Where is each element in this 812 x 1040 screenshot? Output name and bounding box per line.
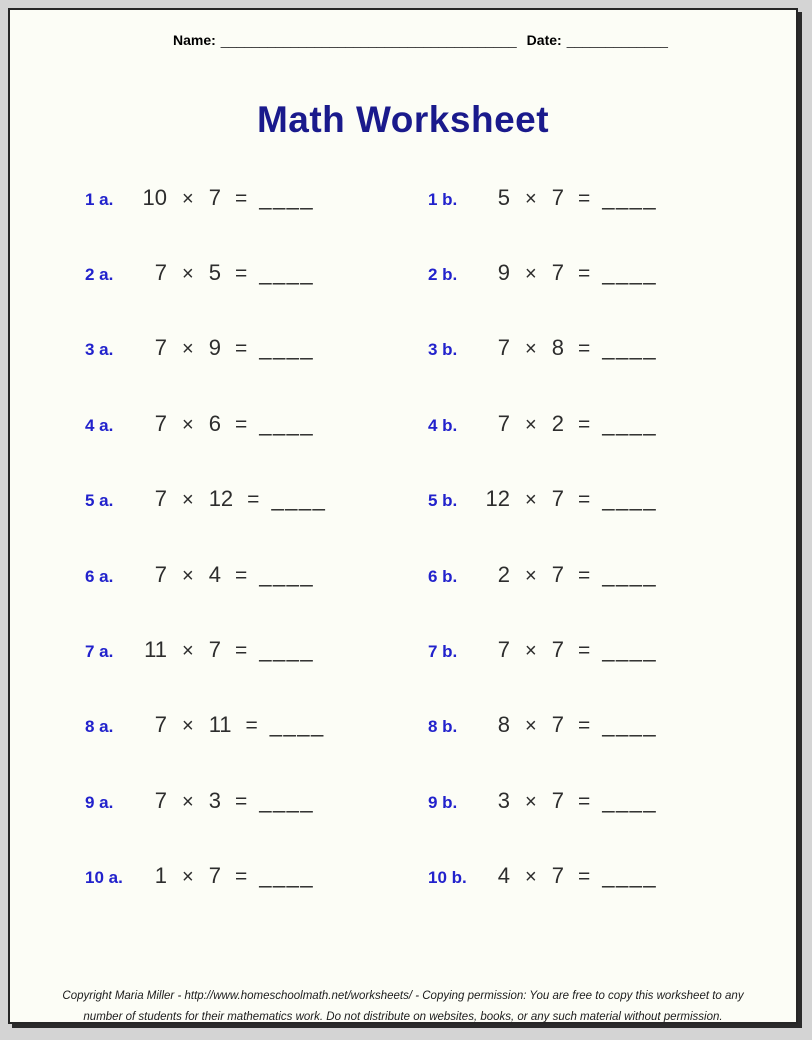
multiplication-sign: × — [182, 489, 194, 512]
factor-1: 10 — [142, 184, 167, 210]
answer-blank: ____ — [259, 561, 315, 587]
factor-2: 7 — [208, 637, 221, 663]
multiplication-sign: × — [525, 489, 537, 512]
multiplication-sign: × — [182, 564, 194, 587]
factor-1: 7 — [154, 335, 167, 361]
equals-sign: = — [234, 262, 248, 286]
factor-1: 2 — [497, 561, 510, 587]
worksheet-page — [8, 8, 798, 1024]
multiplication-sign: × — [525, 640, 537, 663]
multiplication-sign: × — [525, 413, 537, 436]
problem-expression — [465, 335, 657, 361]
problem-number-label: 6 a. — [85, 566, 114, 586]
multiplication-sign: × — [182, 790, 194, 813]
factor-2: 7 — [551, 260, 564, 286]
problem-row — [10, 763, 796, 838]
multiplication-sign: × — [525, 715, 537, 738]
factor-2: 11 — [208, 712, 232, 738]
problem-row — [10, 235, 796, 310]
problem-number-label: 3 b. — [428, 340, 458, 360]
factor-1: 12 — [485, 486, 510, 512]
problem-expression — [465, 788, 657, 814]
answer-blank: ____ — [269, 712, 325, 738]
problem-number-label: 10 a. — [85, 868, 123, 888]
problem-cell-a — [85, 185, 314, 211]
equals-sign: = — [234, 639, 248, 663]
page-title: Math Worksheet — [256, 99, 550, 140]
worksheet-header — [173, 32, 668, 48]
problem-cell-b — [428, 863, 657, 889]
problem-cell-a — [85, 562, 314, 588]
equals-sign: = — [577, 714, 591, 738]
problem-cell-a — [85, 411, 314, 437]
problem-number-label: 2 b. — [428, 265, 458, 285]
problems-list — [10, 160, 796, 914]
factor-1: 8 — [497, 712, 510, 738]
answer-blank: ____ — [602, 561, 658, 587]
equals-sign: = — [234, 563, 248, 587]
factor-2: 4 — [208, 561, 221, 587]
factor-2: 7 — [551, 712, 564, 738]
factor-1: 4 — [497, 863, 510, 889]
problem-number-label: 8 b. — [428, 717, 458, 737]
factor-1: 7 — [154, 561, 167, 587]
factor-1: 7 — [154, 410, 167, 436]
date-blank-line: _____________ — [566, 32, 668, 48]
problem-number-label: 1 b. — [428, 189, 458, 209]
equals-sign: = — [234, 865, 248, 889]
multiplication-sign: × — [182, 640, 194, 663]
answer-blank: ____ — [602, 335, 658, 361]
problem-cell-b — [428, 335, 657, 361]
answer-blank: ____ — [602, 863, 658, 889]
equals-sign: = — [247, 488, 260, 512]
answer-blank: ____ — [602, 260, 658, 286]
problem-cell-b — [428, 562, 657, 588]
problem-row — [10, 688, 796, 763]
answer-blank: ____ — [259, 260, 315, 286]
answer-blank: ____ — [259, 863, 315, 889]
factor-2: 6 — [208, 410, 221, 436]
problem-number-label: 10 b. — [428, 868, 467, 888]
problem-expression — [122, 863, 314, 889]
problem-expression — [122, 712, 325, 738]
problem-number-label: 4 a. — [85, 415, 114, 435]
problem-expression — [465, 863, 657, 889]
copyright-footer — [10, 986, 796, 1028]
equals-sign: = — [577, 639, 591, 663]
multiplication-sign: × — [182, 866, 194, 889]
problem-cell-b — [428, 788, 657, 814]
equals-sign: = — [245, 714, 258, 738]
equals-sign: = — [577, 563, 591, 587]
problem-expression — [465, 637, 657, 663]
answer-blank: ____ — [602, 712, 658, 738]
factor-1: 7 — [497, 637, 510, 663]
answer-blank: ____ — [259, 184, 315, 210]
problem-expression — [122, 486, 326, 512]
equals-sign: = — [577, 865, 591, 889]
equals-sign: = — [234, 186, 248, 210]
multiplication-sign: × — [525, 564, 537, 587]
problem-number-label: 9 b. — [428, 792, 458, 812]
answer-blank: ____ — [259, 335, 315, 361]
problem-row — [10, 462, 796, 537]
answer-blank: ____ — [602, 184, 658, 210]
problem-row — [10, 386, 796, 461]
problem-number-label: 7 a. — [85, 642, 114, 662]
multiplication-sign: × — [525, 187, 537, 210]
problem-cell-a — [85, 637, 314, 663]
problem-row — [10, 311, 796, 386]
answer-blank: ____ — [602, 410, 658, 436]
factor-2: 7 — [551, 486, 564, 512]
problem-number-label: 1 a. — [85, 189, 114, 209]
problem-number-label: 5 b. — [428, 491, 458, 511]
factor-1: 7 — [497, 335, 510, 361]
problem-row — [10, 537, 796, 612]
problem-row — [10, 612, 796, 687]
problem-expression — [465, 562, 657, 588]
factor-2: 7 — [551, 637, 564, 663]
factor-2: 12 — [208, 486, 234, 512]
factor-2: 7 — [208, 184, 221, 210]
name-blank-line: ______________________________________ — [220, 32, 517, 48]
problem-number-label: 8 a. — [85, 717, 114, 737]
problem-expression — [122, 185, 314, 211]
factor-2: 2 — [551, 410, 564, 436]
equals-sign: = — [577, 186, 591, 210]
copyright-line-2: number of students for their mathematics work. Do not distribute on websites, books, or any such material without permission. — [83, 1011, 723, 1023]
factor-1: 7 — [154, 712, 167, 738]
problem-number-label: 6 b. — [428, 566, 458, 586]
problem-cell-a — [85, 486, 326, 512]
factor-2: 3 — [208, 787, 221, 813]
multiplication-sign: × — [182, 338, 194, 361]
factor-2: 9 — [208, 335, 221, 361]
problem-expression — [465, 411, 657, 437]
factor-1: 7 — [154, 260, 167, 286]
date-label: Date: — [526, 32, 562, 48]
problem-cell-a — [85, 863, 314, 889]
factor-1: 7 — [154, 787, 167, 813]
multiplication-sign: × — [182, 413, 194, 436]
problem-row — [10, 160, 796, 235]
problem-number-label: 4 b. — [428, 415, 458, 435]
problem-number-label: 7 b. — [428, 642, 458, 662]
factor-1: 7 — [154, 486, 167, 512]
problem-expression — [122, 788, 314, 814]
problem-row — [10, 839, 796, 914]
answer-blank: ____ — [602, 637, 658, 663]
multiplication-sign: × — [525, 263, 537, 286]
problem-expression — [465, 712, 657, 738]
multiplication-sign: × — [525, 866, 537, 889]
factor-1: 7 — [497, 410, 510, 436]
answer-blank: ____ — [259, 637, 315, 663]
equals-sign: = — [577, 337, 591, 361]
equals-sign: = — [577, 488, 591, 512]
problem-expression — [122, 637, 314, 663]
multiplication-sign: × — [182, 187, 194, 210]
problem-expression — [122, 411, 314, 437]
multiplication-sign: × — [525, 790, 537, 813]
problem-number-label: 5 a. — [85, 491, 114, 511]
equals-sign: = — [577, 789, 591, 813]
problem-expression — [122, 260, 314, 286]
problem-expression — [122, 335, 314, 361]
equals-sign: = — [234, 412, 248, 436]
factor-1: 5 — [497, 184, 510, 210]
problem-cell-b — [428, 637, 657, 663]
factor-1: 9 — [497, 260, 510, 286]
factor-1: 11 — [144, 637, 167, 663]
answer-blank: ____ — [602, 787, 658, 813]
problem-cell-b — [428, 411, 657, 437]
factor-2: 7 — [551, 184, 564, 210]
equals-sign: = — [234, 337, 248, 361]
problem-cell-b — [428, 486, 657, 512]
problem-cell-a — [85, 788, 314, 814]
factor-2: 7 — [551, 787, 564, 813]
factor-2: 8 — [551, 335, 564, 361]
problem-cell-b — [428, 260, 657, 286]
problem-number-label: 2 a. — [85, 265, 114, 285]
multiplication-sign: × — [525, 338, 537, 361]
factor-2: 5 — [208, 260, 221, 286]
problem-number-label: 9 a. — [85, 792, 114, 812]
problem-expression — [465, 486, 657, 512]
answer-blank: ____ — [602, 486, 658, 512]
multiplication-sign: × — [182, 715, 194, 738]
factor-2: 7 — [551, 863, 564, 889]
factor-2: 7 — [208, 863, 221, 889]
problem-number-label: 3 a. — [85, 340, 114, 360]
name-label: Name: — [173, 32, 216, 48]
problem-expression — [465, 185, 657, 211]
equals-sign: = — [234, 789, 248, 813]
answer-blank: ____ — [271, 486, 327, 512]
problem-cell-a — [85, 335, 314, 361]
problem-cell-b — [428, 185, 657, 211]
factor-1: 3 — [497, 787, 510, 813]
factor-2: 7 — [551, 561, 564, 587]
answer-blank: ____ — [259, 410, 315, 436]
problem-cell-a — [85, 712, 325, 738]
problem-cell-a — [85, 260, 314, 286]
equals-sign: = — [577, 262, 591, 286]
answer-blank: ____ — [259, 787, 315, 813]
problem-expression — [465, 260, 657, 286]
problem-cell-b — [428, 712, 657, 738]
equals-sign: = — [577, 412, 591, 436]
problem-expression — [122, 562, 314, 588]
copyright-line-1: Copyright Maria Miller - http://www.homeschoolmath.net/worksheets/ - Copying permission: You are free to copy this worksheet to any — [62, 990, 744, 1002]
factor-1: 1 — [154, 863, 167, 889]
multiplication-sign: × — [182, 263, 194, 286]
